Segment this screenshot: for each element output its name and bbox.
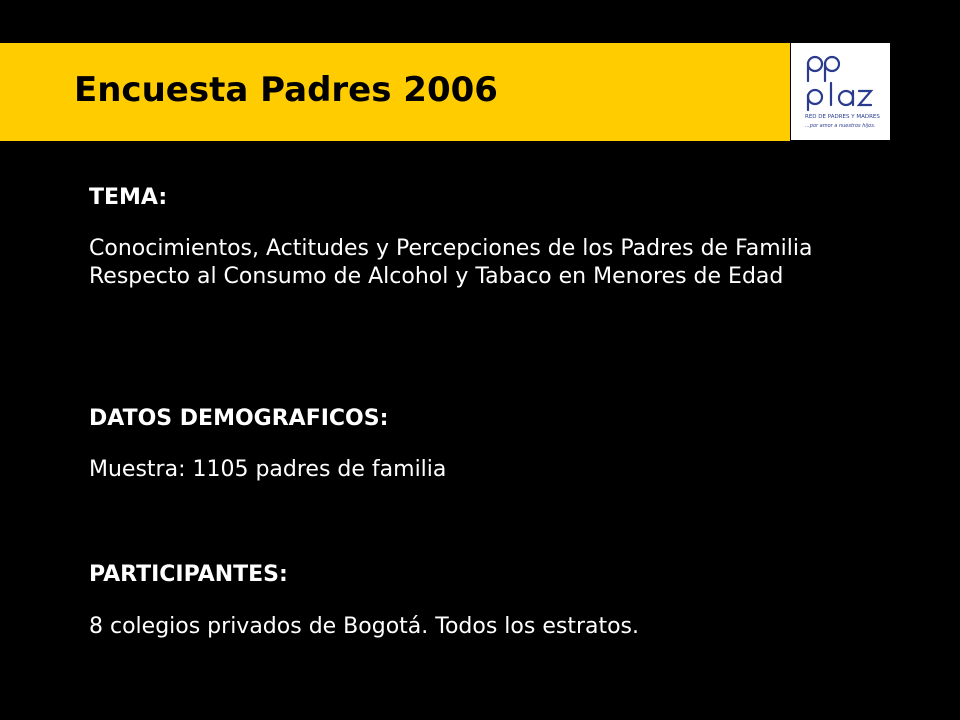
tema-text: Conocimientos, Actitudes y Percepciones de los Padres de Familia Respecto al Consumo de Alcohol y Tabaco en Menores de Edad [89,236,813,289]
participantes-label: PARTICIPANTES: [89,562,288,587]
datos-demograficos-text: Muestra: 1105 padres de familia [89,457,447,482]
slide-title: Encuesta Padres 2006 [74,70,498,110]
logo-tagline: RED DE PADRES Y MADRES [805,114,880,120]
participantes-text: 8 colegios privados de Bogotá. Todos los estratos. [89,614,640,639]
datos-demograficos-label: DATOS DEMOGRAFICOS: [89,406,389,431]
red-papaz-logo [791,43,890,140]
logo-slogan: ...por amor a nuestros hijos. [805,123,876,129]
tema-label: TEMA: [89,185,168,210]
